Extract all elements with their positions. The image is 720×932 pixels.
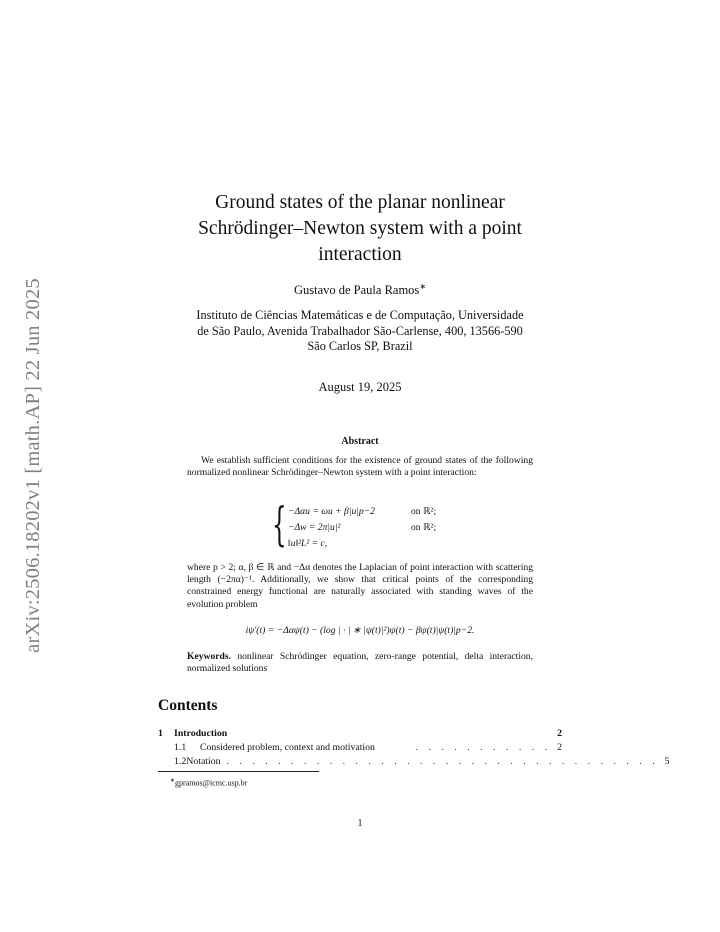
abstract-paragraph-2: where p > 2; α, β ∈ ℝ and −Δα denotes the Laplacian of point interaction with scattering length (−2πα)⁻¹. Additionally, we show that critical points of the corresponding constrained energy functional are naturally associated with standing waves of the evolution problem: [187, 562, 533, 610]
equation-system: [272, 497, 512, 552]
page-number: 1: [357, 818, 363, 829]
toc-number: 1.2: [174, 756, 187, 767]
title-line: Schrödinger–Newton system with a point: [198, 218, 522, 239]
system-equation-1: −Δαu = ωu + β|u|p−2: [288, 506, 375, 517]
toc-number: 1: [158, 728, 163, 739]
toc-page: 2: [557, 742, 562, 753]
title-line: Ground states of the planar nonlinear: [215, 192, 505, 213]
abstract-paragraph-1: We establish sufficient conditions for the existence of ground states of the following normalized nonlinear Schrödinger–Newton system with a point interaction:: [187, 455, 533, 479]
toc-number: 1.1: [174, 742, 187, 753]
system-condition-1: on ℝ²;: [411, 506, 437, 517]
author-name: Gustavo de Paula Ramos: [293, 283, 420, 298]
system-equation-3: ‖u‖²L² = c,: [288, 538, 328, 549]
keywords-list: nonlinear Schrödinger equation, zero-range potential, delta interaction, normalized solutions: [187, 651, 534, 675]
system-condition-2: on ℝ²;: [411, 522, 437, 533]
author-footnote-mark: ∗: [419, 282, 427, 291]
footnote-rule: [158, 771, 319, 772]
abstract-heading: Abstract: [341, 436, 379, 447]
evolution-equation: iψ′(t) = −Δαψ(t) − (log | · | ∗ |ψ(t)|²)ψ(t) − βψ(t)|ψ(t)|p−2.: [245, 625, 475, 636]
toc-entry-introduction[interactable]: [158, 728, 562, 739]
footnote-mark: ∗: [170, 778, 176, 784]
toc-leader-dots: . . . . . . . . . . . . . . . . . . . . . . . . . . . . . . . . . .: [226, 756, 659, 767]
toc-page: 5: [664, 756, 670, 767]
footnote: [170, 777, 247, 788]
toc-leader-dots: . . . . . . . . . . .: [415, 742, 552, 753]
arxiv-side-stamp: [16, 250, 50, 680]
keywords: [187, 651, 533, 675]
arxiv-identifier: arXiv:2506.18202v1 [math.AP] 22 Jun 2025: [21, 277, 44, 653]
author-line: [160, 282, 560, 298]
toc-title: Introduction: [174, 728, 228, 739]
contents-heading: Contents: [158, 697, 218, 714]
affiliation-line: de São Paulo, Avenida Trabalhador São-Carlense, 400, 13566-590: [197, 323, 523, 338]
toc-title: Considered problem, context and motivation: [200, 742, 375, 753]
affiliation: [150, 308, 570, 355]
footnote-email[interactable]: gpramos@icmc.usp.br: [175, 778, 248, 788]
affiliation-line: Instituto de Ciências Matemáticas e de Computação, Universidade: [196, 308, 524, 322]
system-equation-2: −Δw = 2π|u|²: [288, 522, 341, 533]
keywords-label: Keywords.: [187, 651, 231, 662]
paper-date: August 19, 2025: [318, 380, 402, 394]
toc-entry-notation[interactable]: [158, 756, 670, 767]
system-brace: {: [272, 497, 287, 551]
toc-page: 2: [557, 728, 562, 739]
affiliation-line: São Carlos SP, Brazil: [307, 339, 413, 353]
paper-title: [160, 190, 560, 268]
toc-title: Notation: [186, 756, 221, 767]
title-line: interaction: [318, 244, 402, 265]
toc-entry-considered-problem[interactable]: [158, 742, 562, 753]
